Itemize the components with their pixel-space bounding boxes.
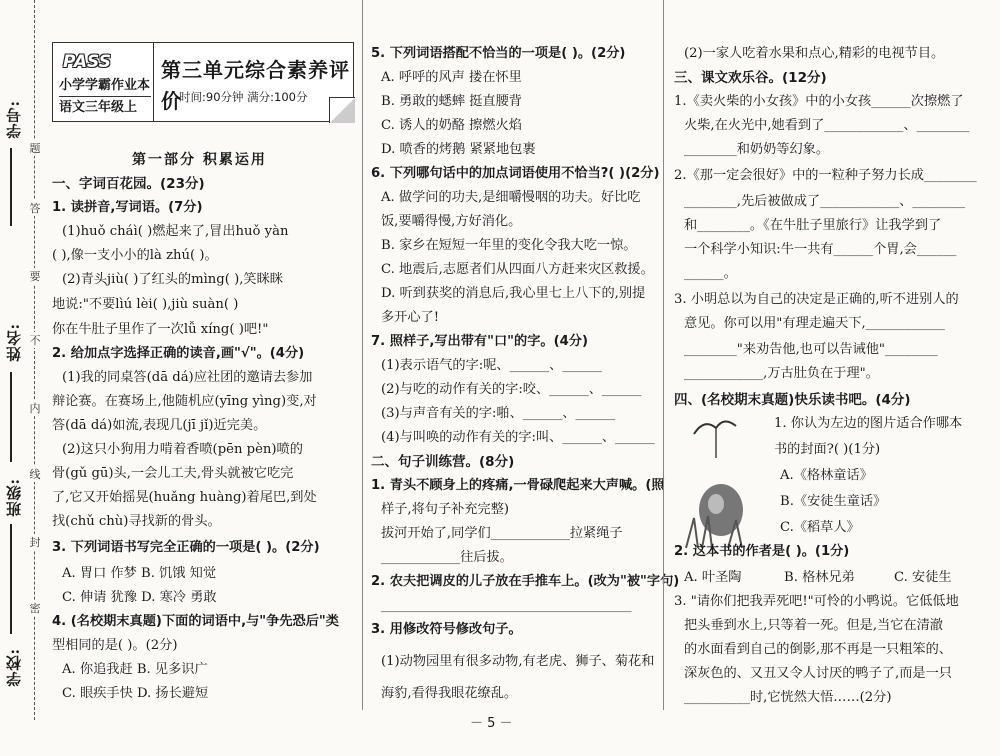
fill-blank-line: 一个科学小知识:牛一共有______个胃,会______ (684, 242, 957, 257)
answer-option: 多开心了! (381, 310, 440, 325)
exam-header (52, 42, 354, 122)
question-line: (1)我的同桌答(dā dá)应社团的邀请去参加 (62, 370, 313, 385)
column-middle (362, 0, 680, 710)
answer-options: A. 胃口 作梦 B. 饥饿 知觉 (62, 566, 217, 581)
fill-blank-line: ____________往后拔。 (381, 550, 513, 565)
answer-option: B. 家乡在短短一年里的变化令我大吃一惊。 (381, 238, 637, 253)
answer-blank: ______________________________________ (381, 598, 632, 613)
question-line: 答(dā dá)如流,表现几(jī jǐ)近完美。 (52, 418, 267, 433)
pass-logo: PASS (63, 52, 111, 72)
question-line: (1)动物园里有很多动物,有老虎、狮子、菊花和 (381, 654, 655, 669)
answer-option: A. 做学问的功夫,是细嚼慢咽的功夫。好比吃 (381, 190, 641, 205)
question-line: 骨(gǔ gū)头,一会儿工夫,骨头就被它吃完 (52, 466, 294, 481)
answer-option: B.《安徒生童话》 (780, 494, 887, 509)
section-heading: 二、句子训练营。(8分) (371, 454, 515, 470)
question-line: 把头垂到水上,只等着一死。但是,当它在清澈 (684, 618, 943, 633)
fill-blank-line: (4)与叫唤的动作有关的字:叫、______、______ (381, 430, 655, 445)
question-line: (2)一家人吃着水果和点心,精彩的电视节目。 (684, 46, 945, 61)
question-line: 海豹,看得我眼花缭乱。 (381, 686, 518, 701)
seal-char: 题 (29, 142, 41, 155)
question-line: 的水面看到自己的倒影,那不再是一只粗笨的、 (684, 642, 952, 657)
section-heading: 一、字词百花园。(23分) (52, 176, 205, 192)
answer-options: C. 伸请 犹豫 D. 寒冷 勇敢 (62, 590, 217, 605)
question-line: 辩论赛。在赛场上,他随机应(yīng yìng)变,对 (52, 394, 317, 409)
student-name-line (10, 372, 12, 462)
question-line: (1)huǒ cháì( )燃起来了,冒出huǒ yàn (62, 224, 289, 239)
school-label: 学校: (5, 648, 23, 687)
question-stem: 5. 下列词语搭配不恰当的一项是( )。(2分) (371, 46, 626, 61)
answer-option: B. 格林兄弟 (784, 570, 855, 585)
fill-blank-line: 火柴,在火光中,她看到了____________、________ (684, 118, 970, 133)
answer-option: D. 喷香的烤鹅 紧紧地包裹 (381, 142, 536, 157)
question-stem: 2. 给加点字选择正确的读音,画"√"。(4分) (52, 346, 305, 361)
fill-blank-line: 2.《那一定会很好》中的一粒种子努力长成________ (674, 168, 977, 183)
page-curl-decoration (329, 97, 355, 123)
bird-wing-shape (694, 421, 736, 434)
class-line (10, 524, 12, 634)
fill-blank-line: ________和奶奶等幻象。 (684, 142, 830, 157)
answer-option: C.《稻草人》 (780, 520, 860, 535)
fill-blank-line: ____________,万古肚负在于理"。 (684, 366, 879, 381)
seal-char: 不 (29, 334, 41, 347)
question-line: (2)这只小狗用力啃着香喷(pēn pèn)喷的 (62, 442, 303, 457)
seal-char: 答 (29, 202, 41, 215)
answer-option: C. 诱人的奶酪 擦燃火焰 (381, 118, 522, 133)
question-stem: 3. 小明总以为自己的决定是正确的,听不进别人的 (674, 292, 959, 307)
question-line: 你在牛肚子里作了一次lǚ xíng( )吧!" (52, 322, 269, 337)
section-heading: 四、(名校期末真题)快乐读书吧。(4分) (674, 392, 911, 408)
fill-blank-line: 意见。你可以用"有理走遍天下,____________ (684, 316, 945, 331)
question-stem: 2. 这本书的作者是( )。(1分) (674, 544, 850, 559)
question-line: 型相同的是( )。(2分) (52, 638, 178, 653)
fill-blank-line: 1.《卖火柴的小女孩》中的小女孩______次擦燃了 (674, 94, 964, 109)
question-line: 找(chǔ chù)寻找新的骨头。 (52, 514, 221, 529)
question-stem: 3. 用修改符号修改句子。 (371, 622, 522, 637)
seal-char: 内 (29, 402, 41, 415)
fill-blank-line: 拔河开始了,同学们____________拉紧绳子 (381, 526, 623, 541)
binding-strip (0, 0, 50, 720)
answer-option: C. 地震后,志愿者们从四面八方赶来灾区救援。 (381, 262, 654, 277)
column-left (52, 0, 352, 710)
seal-char: 封 (29, 536, 41, 549)
question-line: 样子,将句子补充完整) (381, 502, 510, 517)
question-stem: 3. 下列词语书写完全正确的一项是( )。(2分) (52, 540, 320, 555)
reading-question: 1. 你认为左边的图片适合作哪本 (774, 416, 963, 431)
answer-option: A.《格林童话》 (780, 468, 873, 483)
fill-blank-line: ________,先后被做成了____________、________ (684, 194, 966, 209)
fill-blank-line: (1)表示语气的字:呢、______、______ (381, 358, 602, 373)
fill-blank-line: (3)与声音有关的字:啪、______、______ (381, 406, 616, 421)
series-name: 小学学霸作业本 (59, 76, 151, 97)
fill-blank-line: 和________。《在牛肚子里旅行》让我学到了 (684, 218, 942, 233)
duckling-highlight (708, 494, 724, 514)
student-number-label: 学号: (5, 100, 23, 139)
answer-option: A. 叶圣陶 (684, 570, 742, 585)
question-stem: 2. 农夫把调皮的儿子放在手推车上。(改为"被"字句) (371, 574, 680, 589)
answer-option: A. 呼呼的风声 搂在怀里 (381, 70, 522, 85)
question-stem: 6. 下列哪句话中的加点词语使用不恰当?( )(2分) (371, 166, 660, 181)
answer-option: D. 听到获奖的消息后,我心里七上八下的,别提 (381, 286, 646, 301)
question-line: 深灰色的、又丑又令人讨厌的鸭子了,而是一只 (684, 666, 952, 681)
answer-options: A. 你追我赶 B. 见多识广 (62, 662, 208, 677)
answer-option: C. 安徒生 (894, 570, 952, 585)
reading-question: 书的封面?( )(1分) (774, 442, 881, 457)
header-divider (153, 43, 154, 121)
question-stem: 1. 青头不顾身上的疼痛,一骨碌爬起来大声喊。(照 (371, 478, 665, 493)
question-stem: 3. "请你们把我弄死吧!"可怜的小鸭说。它低低地 (674, 594, 959, 609)
seal-char: 要 (29, 270, 41, 283)
question-stem: 4. (名校期末真题)下面的词语中,与"争先恐后"类 (52, 614, 339, 629)
question-stem: 7. 照样子,写出带有"口"的字。(4分) (371, 334, 589, 349)
question-line: 了,它又开始摇晃(huǎng huàng)着尾巴,到处 (52, 490, 317, 505)
fill-blank-line: ________"来劝告他,也可以告诫他"________ (684, 342, 938, 357)
question-line: (2)青头jiù( )了红头的mìng( ),笑眯眯 (62, 272, 283, 287)
student-name-label: 姓名: (5, 323, 23, 362)
exam-title: 第三单元综合素养评价 (161, 58, 350, 113)
section-heading: 三、课文欢乐谷。(12分) (674, 70, 827, 86)
answer-option: 饭,要嚼得慢,方好消化。 (381, 214, 522, 229)
seal-char: 线 (29, 468, 41, 481)
grade-label: 语文三年级上 (59, 100, 138, 115)
answer-options: C. 眼疾手快 D. 扬长避短 (62, 686, 209, 701)
answer-option: B. 勇敢的蟋蟀 挺直腰背 (381, 94, 522, 109)
fill-blank-line: __________时,它恍然大悟……(2分) (684, 690, 892, 705)
student-number-line (10, 148, 12, 226)
class-label: 班级: (5, 478, 23, 517)
page-number: － 5 － (470, 716, 513, 731)
fill-blank-line: (2)与吃的动作有关的字:咬、______、______ (381, 382, 642, 397)
column-right (663, 0, 975, 710)
part-title: 第一部分 积累运用 (132, 152, 267, 168)
question-stem: 1. 读拼音,写词语。(7分) (52, 200, 203, 215)
question-line: ( ),像一支小小的là zhú( )。 (52, 248, 218, 263)
fill-blank-line: ______。 (684, 266, 737, 281)
question-line: 地说:"不要lìú lèi( ),jiù suàn( ) (52, 297, 239, 312)
exam-meta: 时间:90分钟 满分:100分 (179, 90, 308, 104)
seal-char: 密 (29, 602, 41, 615)
